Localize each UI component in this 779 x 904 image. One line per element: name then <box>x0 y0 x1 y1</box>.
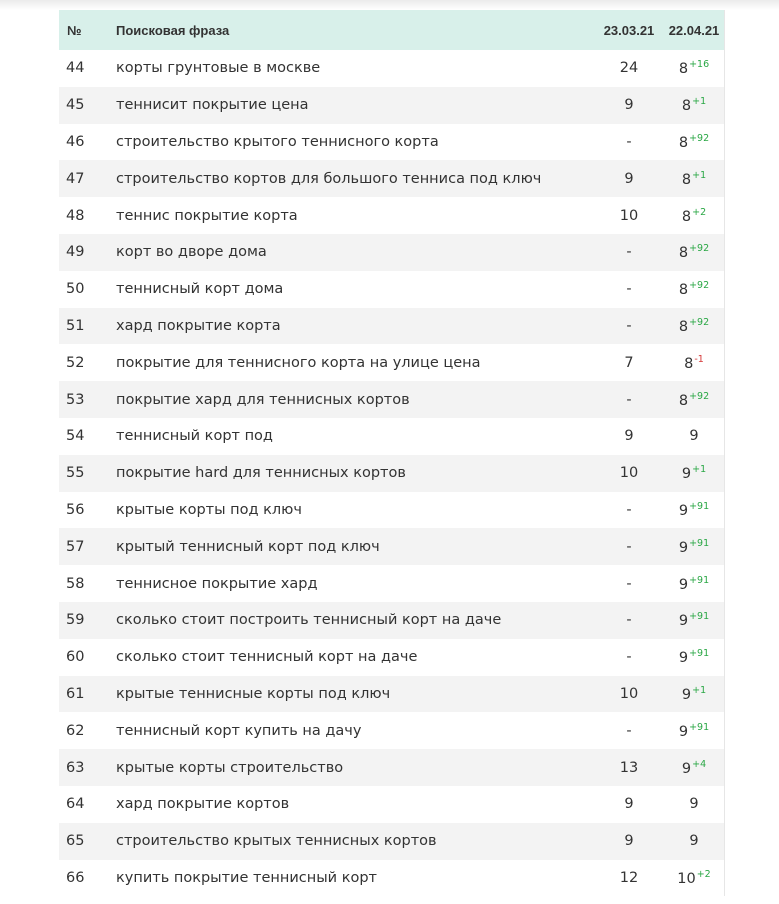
position-date-2: 9 <box>689 428 699 445</box>
table-row <box>59 455 724 492</box>
position-change-badge: +1 <box>692 464 707 476</box>
position-date-1: - <box>626 575 632 592</box>
row-number: 46 <box>66 133 85 150</box>
search-phrase: крытые теннисные корты под ключ <box>116 685 391 702</box>
search-phrase: хард покрытие кортов <box>116 796 290 813</box>
position-date-1: - <box>626 281 632 298</box>
position-date-1: - <box>626 501 632 518</box>
position-date-1: - <box>626 612 632 629</box>
search-phrase: теннисит покрытие цена <box>116 97 309 114</box>
position-date-2-cell <box>664 639 724 676</box>
position-change-badge: +92 <box>689 132 710 144</box>
search-phrase: сколько стоит теннисный корт на даче <box>116 649 418 666</box>
table-row <box>59 308 724 345</box>
position-change-badge: +91 <box>689 611 710 623</box>
position-date-2: 8 <box>678 134 689 151</box>
position-date-2: 8 <box>681 171 692 188</box>
position-change-badge: +91 <box>689 537 710 549</box>
search-phrase: крытые корты строительство <box>116 759 344 776</box>
row-number: 54 <box>66 428 85 445</box>
position-date-2-cell <box>664 786 724 823</box>
position-change-badge: +92 <box>689 243 710 255</box>
position-date-2-cell <box>664 565 724 602</box>
search-phrase: корты грунтовые в москве <box>116 60 321 77</box>
position-date-2-cell <box>664 418 724 455</box>
position-date-1: - <box>626 538 632 555</box>
header-date-1: 23.03.21 <box>603 22 655 38</box>
position-date-2-cell <box>664 676 724 713</box>
row-number: 58 <box>66 575 85 592</box>
header-date-2: 22.04.21 <box>668 22 720 38</box>
table-header <box>59 10 724 50</box>
row-number: 55 <box>66 465 85 482</box>
search-phrase: крытые корты под ключ <box>116 501 302 518</box>
position-date-1: 24 <box>619 60 639 77</box>
row-number: 62 <box>66 722 85 739</box>
row-number: 60 <box>66 649 85 666</box>
table-row <box>59 50 724 87</box>
search-phrase: строительство крытого теннисного корта <box>116 133 439 150</box>
table-row <box>59 528 724 565</box>
table-row <box>59 823 724 860</box>
position-date-1: - <box>626 722 632 739</box>
position-date-1: - <box>626 244 632 261</box>
table-row <box>59 344 724 381</box>
position-date-2-cell <box>664 124 724 161</box>
position-date-2: 9 <box>681 760 692 777</box>
table-row <box>59 639 724 676</box>
search-phrase: теннисный корт купить на дачу <box>116 722 362 739</box>
position-change-badge: +91 <box>689 574 710 586</box>
row-number: 64 <box>66 796 85 813</box>
search-phrase: строительство кортов для большого тенниса под ключ <box>116 170 542 187</box>
position-date-2: 8 <box>678 392 689 409</box>
search-phrase: строительство крытых теннисных кортов <box>116 833 437 850</box>
table-row <box>59 87 724 124</box>
position-date-1: 10 <box>619 207 639 224</box>
position-change-badge: +16 <box>689 59 710 71</box>
position-date-2-cell <box>664 455 724 492</box>
position-date-1: 9 <box>624 796 634 813</box>
position-date-2-cell <box>664 271 724 308</box>
position-date-1: 9 <box>624 833 634 850</box>
positions-table-container <box>59 10 725 896</box>
position-date-2-cell <box>664 160 724 197</box>
position-change-badge: +1 <box>692 684 707 696</box>
position-date-1: 13 <box>619 759 639 776</box>
position-date-2: 9 <box>678 539 689 556</box>
table-row <box>59 786 724 823</box>
position-date-2: 9 <box>689 796 699 813</box>
position-date-2: 8 <box>681 208 692 225</box>
position-date-2-cell <box>664 381 724 418</box>
row-number: 63 <box>66 759 85 776</box>
search-phrase: хард покрытие корта <box>116 317 281 334</box>
position-date-2: 9 <box>678 576 689 593</box>
position-change-badge: +92 <box>689 316 710 328</box>
position-date-1: 9 <box>624 428 634 445</box>
position-date-2-cell <box>664 823 724 860</box>
position-date-2: 8 <box>678 282 689 299</box>
search-phrase: купить покрытие теннисный корт <box>116 869 377 886</box>
table-row <box>59 565 724 602</box>
table-row <box>59 234 724 271</box>
positions-table <box>59 10 724 896</box>
search-phrase: сколько стоит построить теннисный корт на даче <box>116 612 502 629</box>
table-row <box>59 381 724 418</box>
table-row <box>59 160 724 197</box>
position-change-badge: +4 <box>692 758 707 770</box>
search-phrase: покрытие hard для теннисных кортов <box>116 465 406 482</box>
position-change-badge: +91 <box>689 648 710 660</box>
row-number: 57 <box>66 538 85 555</box>
position-date-1: - <box>626 391 632 408</box>
position-date-2: 9 <box>689 833 699 850</box>
position-change-badge: +91 <box>689 721 710 733</box>
row-number: 59 <box>66 612 85 629</box>
header-search-phrase: Поисковая фраза <box>116 22 230 38</box>
position-date-2-cell <box>664 860 724 897</box>
position-date-2: 9 <box>678 650 689 667</box>
row-number: 56 <box>66 501 85 518</box>
row-number: 53 <box>66 391 85 408</box>
table-row <box>59 197 724 234</box>
table-body <box>59 50 724 896</box>
row-number: 51 <box>66 317 85 334</box>
position-date-2-cell <box>664 602 724 639</box>
row-number: 44 <box>66 60 85 77</box>
position-date-1: - <box>626 317 632 334</box>
header-row <box>59 10 724 50</box>
top-shadow <box>0 0 779 10</box>
position-date-1: 7 <box>624 354 634 371</box>
row-number: 66 <box>66 869 85 886</box>
position-date-2-cell <box>664 50 724 87</box>
position-date-2: 9 <box>678 613 689 630</box>
position-date-2: 8 <box>678 245 689 262</box>
position-date-1: 10 <box>619 465 639 482</box>
table-row <box>59 124 724 161</box>
position-change-badge: +2 <box>696 868 711 880</box>
position-date-2: 8 <box>678 61 689 78</box>
position-date-1: - <box>626 649 632 666</box>
search-phrase: покрытие для теннисного корта на улице цена <box>116 354 481 371</box>
position-date-2-cell <box>664 87 724 124</box>
table-row <box>59 860 724 897</box>
position-change-badge: +92 <box>689 390 710 402</box>
position-date-2: 9 <box>678 502 689 519</box>
search-phrase: теннисный корт под <box>116 428 273 445</box>
row-number: 48 <box>66 207 85 224</box>
position-date-1: 12 <box>619 869 639 886</box>
search-phrase: крытый теннисный корт под ключ <box>116 538 380 555</box>
search-phrase: теннисный корт дома <box>116 281 284 298</box>
position-date-2-cell <box>664 234 724 271</box>
position-change-badge: +1 <box>692 169 707 181</box>
table-row <box>59 712 724 749</box>
table-row <box>59 749 724 786</box>
header-number: № <box>67 22 82 38</box>
position-change-badge: +92 <box>689 280 710 292</box>
row-number: 65 <box>66 833 85 850</box>
position-date-2: 8 <box>684 355 694 372</box>
row-number: 45 <box>66 97 85 114</box>
position-date-2: 10 <box>677 870 696 887</box>
position-date-1: 9 <box>624 97 634 114</box>
position-date-2-cell <box>664 749 724 786</box>
position-change-badge: -1 <box>694 353 704 365</box>
position-change-badge: +2 <box>692 206 707 218</box>
position-date-1: 9 <box>624 170 634 187</box>
table-row <box>59 492 724 529</box>
position-date-2-cell <box>664 528 724 565</box>
table-row <box>59 602 724 639</box>
row-number: 61 <box>66 685 85 702</box>
search-phrase: покрытие хард для теннисных кортов <box>116 391 410 408</box>
search-phrase: теннис покрытие корта <box>116 207 298 224</box>
position-date-2-cell <box>664 344 724 381</box>
position-date-2: 8 <box>681 98 692 115</box>
table-row <box>59 418 724 455</box>
position-date-2: 9 <box>678 723 689 740</box>
row-number: 49 <box>66 244 85 261</box>
table-row <box>59 676 724 713</box>
position-change-badge: +1 <box>692 96 707 108</box>
position-date-2-cell <box>664 197 724 234</box>
position-date-1: 10 <box>619 685 639 702</box>
position-date-2: 9 <box>681 686 692 703</box>
row-number: 47 <box>66 170 85 187</box>
table-row <box>59 271 724 308</box>
search-phrase: корт во дворе дома <box>116 244 267 261</box>
position-date-2: 8 <box>678 318 689 335</box>
position-date-2-cell <box>664 308 724 345</box>
row-number: 52 <box>66 354 85 371</box>
position-date-2-cell <box>664 492 724 529</box>
position-date-2-cell <box>664 712 724 749</box>
position-date-2: 9 <box>681 466 692 483</box>
row-number: 50 <box>66 281 85 298</box>
search-phrase: теннисное покрытие хард <box>116 575 318 592</box>
position-change-badge: +91 <box>689 500 710 512</box>
position-date-1: - <box>626 133 632 150</box>
